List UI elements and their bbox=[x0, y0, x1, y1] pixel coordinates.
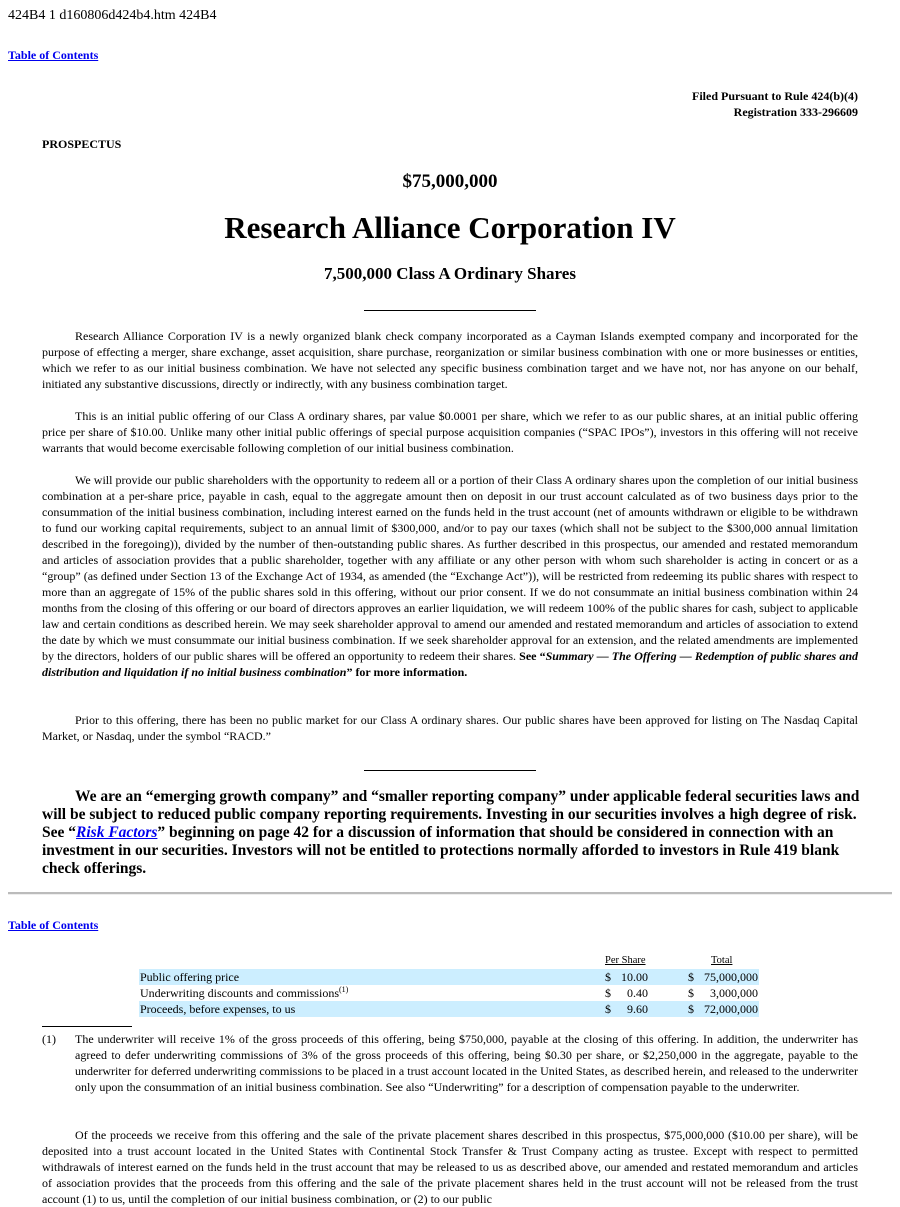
offering-amount: $75,000,000 bbox=[402, 171, 498, 192]
dollar-sign: $ bbox=[605, 986, 611, 1000]
shares-offered: 7,500,000 Class A Ordinary Shares bbox=[324, 264, 576, 283]
table-row bbox=[139, 985, 759, 1001]
trust-account-paragraph: Of the proceeds we receive from this offering and the sale of the private placement shares described in this prospectus, $75,000,000 ($10.00 per share), will be deposited into a trust account located in the United States with Continental Stock Transfer & Trust Company acting as trustee. Except with respect to permitted withdrawals of interest earned on the funds held in the trust account that may be released to us as described above, our amended and restated memorandum and articles of association provides that the proceeds from this offering and the sale of the private placement shares held in the trust account will not be released from the trust account (1) to us, until the completion of our initial business combination, or (2) to our public bbox=[42, 1128, 858, 1206]
prospectus-label: PROSPECTUS bbox=[42, 137, 122, 151]
company-description-paragraph: Research Alliance Corporation IV is a newly organized blank check company incorporated as a Cayman Islands exempted company and incorporated for the purpose of effecting a merger, share exchange, asset acquisition, share purchase, reorganization or similar business combination with one or more businesses or entities, which we refer to as our initial business combination. We have not selected any specific business combination target and we have not, nor has anyone on our behalf, initiated any substantive discussions, directly or indirectly, with any business combination target. bbox=[42, 329, 858, 391]
row-label: Proceeds, before expenses, to us bbox=[140, 1002, 296, 1016]
footnote-rule bbox=[42, 1026, 132, 1027]
total-value: 3,000,000 bbox=[710, 986, 758, 1000]
page-separator bbox=[8, 892, 892, 895]
dollar-sign: $ bbox=[605, 1002, 611, 1016]
registration-number: Registration 333-296609 bbox=[733, 105, 858, 119]
divider-rule bbox=[364, 310, 536, 311]
price-table-header bbox=[139, 955, 759, 969]
footnote bbox=[42, 1031, 858, 1095]
row-label: Public offering price bbox=[140, 970, 240, 984]
dollar-sign: $ bbox=[688, 970, 694, 984]
table-of-contents-link[interactable]: Table of Contents bbox=[8, 48, 99, 62]
risk-warning-text-continued: ” beginning on page 42 for a discussion of information that should be considered in connection with an investment in our securities. Investors will not be entitled to protections normally afforded to investors in Rule 419 blank check offerings. bbox=[42, 824, 840, 877]
per-share-value: 9.60 bbox=[627, 1002, 648, 1016]
risk-warning-paragraph bbox=[42, 788, 862, 878]
offering-price-table bbox=[139, 955, 759, 1017]
document-file-header: 424B4 1 d160806d424b4.htm 424B4 bbox=[8, 8, 217, 23]
dollar-sign: $ bbox=[688, 1002, 694, 1016]
listing-paragraph: Prior to this offering, there has been no public market for our Class A ordinary shares. Our public shares have been approved for listing on The Nasdaq Capital Market, or Nasdaq, under the symbol “RACD.” bbox=[42, 713, 858, 743]
per-share-value: 0.40 bbox=[627, 986, 648, 1000]
total-column-header: Total bbox=[711, 955, 733, 966]
see-text: See “ bbox=[519, 649, 546, 663]
dollar-sign: $ bbox=[688, 986, 694, 1000]
company-name: Research Alliance Corporation IV bbox=[224, 210, 676, 245]
filing-rule: Filed Pursuant to Rule 424(b)(4) bbox=[692, 89, 858, 103]
redemption-paragraph bbox=[42, 472, 858, 680]
table-of-contents-link[interactable]: Table of Contents bbox=[8, 918, 99, 932]
redemption-text: We will provide our public shareholders with the opportunity to redeem all or a portion of their Class A ordinary shares upon the completion of our initial business combination at a per-share price, payable in cash, equal to the aggregate amount then on deposit in our trust account calculated as of two business days prior to the consummation of the initial business combination, including interest earned on the funds held in the trust account (net of amounts withdrawn or eligible to be withdrawn to fund our working capital requirements, subject to an annual limit of $300,000, and/or to pay our taxes (which shall not be subject to the $300,000 annual limitation described in the foregoing)), divided by the number of then-outstanding public shares. As further described in this prospectus, our amended and restated memorandum and articles of association provides that a public shareholder, together with any affiliate or any other person with whom such shareholder is acting in concert or as a “group” (as defined under Section 13 of the Exchange Act of 1934, as amended (the “Exchange Act”)), will be restricted from redeeming its public shares with respect to more than an aggregate of 15% of the public shares sold in this offering, without our prior consent. If we do not consummate an initial business combination within 24 months from the closing of this offering or our board of directors approves an earlier liquidation, we will redeem 100% of the public shares for cash, subject to applicable law and certain conditions as described herein. We may seek shareholder approval to amend our amended and restated memorandum and articles of association to extend the date by which we must consummate our initial business combination. If we seek shareholder approval for an extension, and the related amendments are implemented by the directors, holders of our public shares will be offered an opportunity to redeem their shares. bbox=[42, 473, 858, 663]
row-label-text: Underwriting discounts and commissions bbox=[140, 986, 339, 1000]
more-info-text: ” for more information. bbox=[346, 665, 468, 679]
footnote-marker: (1) bbox=[338, 985, 349, 994]
dollar-sign: $ bbox=[605, 970, 611, 984]
risk-warning-text: We are an “emerging growth company” and “smaller reporting company” under applicable federal securities laws and will be subject to reduced public company reporting requirements. Investing in our securities involves a high degree of risk. See “ bbox=[42, 788, 860, 841]
risk-factors-link[interactable]: Risk Factors bbox=[76, 824, 158, 841]
filing-info bbox=[692, 88, 858, 120]
divider-rule bbox=[364, 770, 536, 771]
summary-reference: Summary — The Offering — Redemption of public shares and distribution and liquidation if no initial business combination bbox=[42, 649, 859, 679]
per-share-column-header: Per Share bbox=[605, 955, 646, 966]
total-value: 72,000,000 bbox=[704, 1002, 758, 1016]
offering-description-paragraph: This is an initial public offering of our Class A ordinary shares, par value $0.0001 per share, which we refer to as our public shares, at an initial public offering price per share of $10.00. Unlike many other initial public offerings of special purpose acquisition companies (“SPAC IPOs”), investors in this offering will not receive warrants that would become exercisable following completion of our initial business combination. bbox=[42, 409, 858, 455]
per-share-value: 10.00 bbox=[621, 970, 648, 984]
footnote-number: (1) bbox=[42, 1032, 56, 1046]
footnote-text: The underwriter will receive 1% of the gross proceeds of this offering, being $750,000, payable at the closing of this offering. In addition, the underwriter has agreed to defer underwriting commissions of 3% of the gross proceeds of this offering, being $0.30 per share, or $2,250,000 in the aggregate, payable to the underwriter for deferred underwriting commissions to be placed in a trust account located in the United States, as described herein, and released to the underwriter only upon the consummation of an initial business combination. See also “Underwriting” for a description of compensation payable to the underwriter. bbox=[75, 1032, 858, 1094]
table-row bbox=[139, 969, 759, 985]
row-label bbox=[140, 985, 348, 1001]
table-row bbox=[139, 1001, 759, 1017]
total-value: 75,000,000 bbox=[704, 970, 758, 984]
